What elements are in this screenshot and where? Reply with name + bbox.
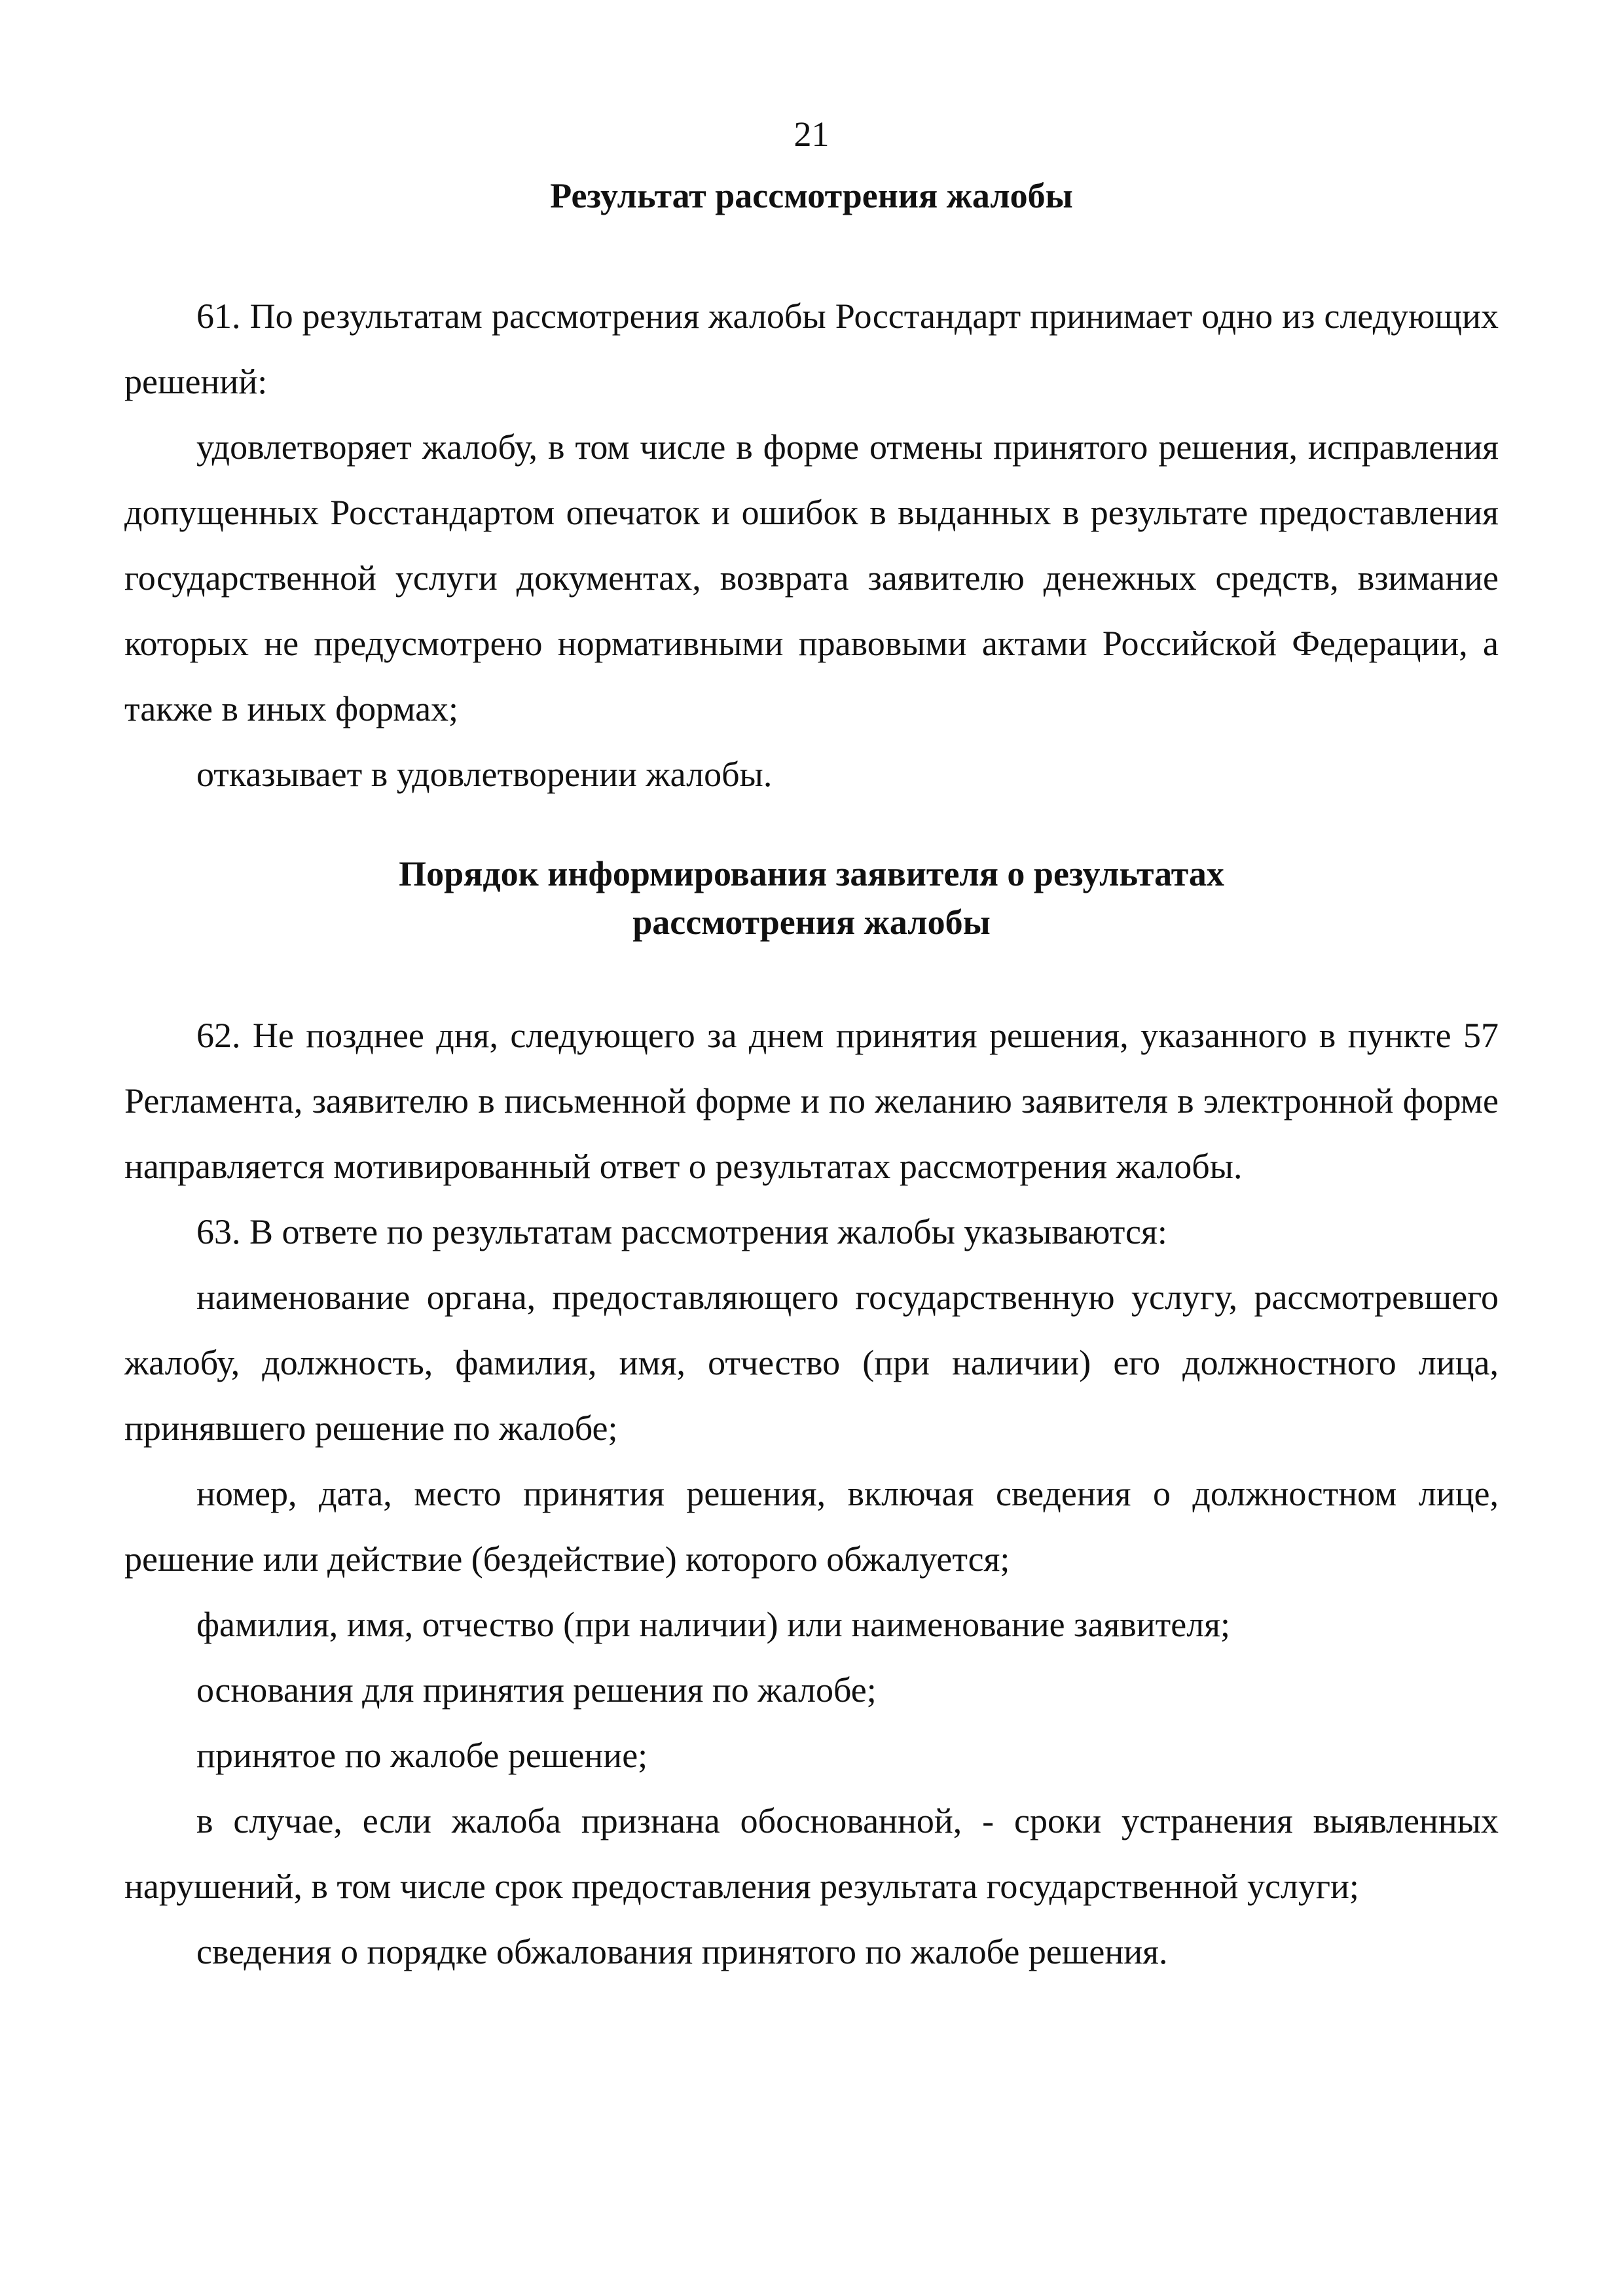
list-item-grounds: основания для принятия решения по жалобе; [196,1670,877,1710]
list-item-decision: принятое по жалобе решение; [196,1736,648,1775]
section-heading-informing [124,850,1499,946]
list-item-applicant-name: фамилия, имя, отчество (при наличии) или наименование заявителя; [196,1605,1231,1644]
section-heading-result [124,171,1499,220]
section-body-result [124,283,1499,807]
list-item-decision-details: номер, дата, место принятия решения, включая сведения о должностном лице, решение или действие (бездействие) которого обжалуется; [124,1474,1499,1579]
paragraph-61: 61. По результатам рассмотрения жалобы Росстандарт принимает одно из следующих решений: [124,296,1499,401]
paragraph-satisfies: удовлетворяет жалобу, в том числе в форме отмены принятого решения, исправления допущенных Росстандартом опечаток и ошибок в выданных в результате предоставления государственной услуги документах, возврата заявителю денежных средств, взимание которых не предусмотрено нормативными правовыми актами Российской Федерации, а также в иных формах; [124,427,1499,728]
list-item-deadlines: в случае, если жалоба признана обоснованной, - сроки устранения выявленных нарушений, в том числе срок предоставления результата государственной услуги; [124,1801,1499,1906]
list-item-authority-name: наименование органа, предоставляющего государственную услугу, рассмотревшего жалобу, должность, фамилия, имя, отчество (при наличии) его должностного лица, принявшего решение по жалобе; [124,1278,1499,1448]
list-item-appeal-procedure: сведения о порядке обжалования принятого по жалобе решения. [196,1932,1168,1971]
heading-line: Результат рассмотрения жалобы [550,176,1073,215]
paragraph-62: 62. Не позднее дня, следующего за днем принятия решения, указанного в пункте 57 Регламента, заявителю в письменной форме и по желанию заявителя в электронной форме направляется мотивированный ответ о результатах рассмотрения жалобы. [124,1016,1499,1186]
paragraph-63: 63. В ответе по результатам рассмотрения жалобы указываются: [196,1212,1167,1251]
heading-line: рассмотрения жалобы [632,903,991,942]
section-body-informing [124,1003,1499,1984]
heading-line: Порядок информирования заявителя о результатах [399,854,1224,893]
paragraph-refuses: отказывает в удовлетворении жалобы. [196,755,773,794]
page-number: 21 [793,115,830,154]
